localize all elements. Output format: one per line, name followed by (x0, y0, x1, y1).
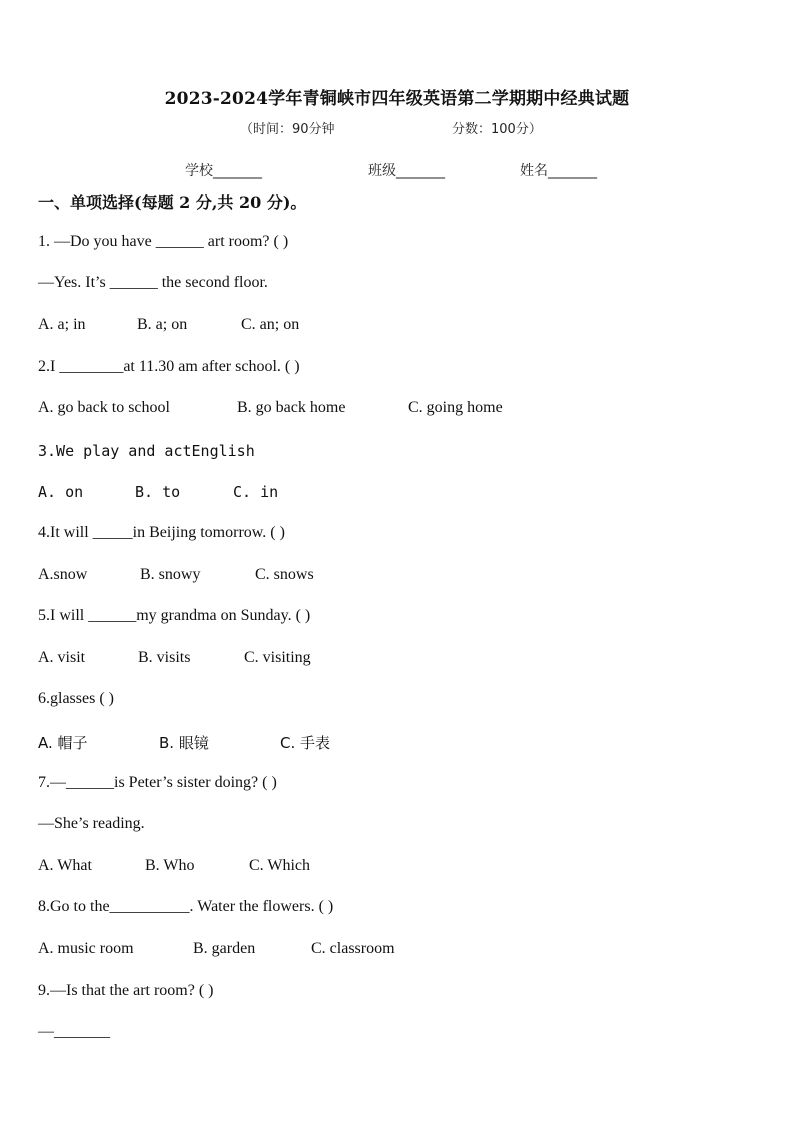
option-c: C. in (233, 483, 279, 501)
question-7-continuation: —She’s reading. (38, 815, 145, 832)
question-1-options (38, 316, 299, 334)
option-b: B. Who (145, 857, 195, 874)
question-9: 9.—Is that the art room? ( ) (38, 982, 214, 999)
option-b: B. to (135, 483, 181, 501)
school-field: 学校_______ (185, 163, 262, 179)
option-c: C. Which (249, 857, 311, 874)
question-1-continuation: —Yes. It’s ______ the second floor. (38, 274, 268, 291)
exam-title: 2023-2024学年青铜峡市四年级英语第二学期期中经典试题 (164, 89, 630, 109)
option-a: A. a; in (38, 316, 86, 333)
question-3-options (38, 483, 278, 501)
question-5-options (38, 649, 311, 667)
question-8: 8.Go to the__________. Water the flowers. ( ) (38, 898, 334, 915)
option-b: B. garden (193, 940, 256, 957)
option-c: C. classroom (311, 940, 395, 957)
option-a: A. What (38, 857, 92, 874)
exam-time: （时间：90分钟 (240, 122, 335, 137)
question-2-options (38, 399, 503, 417)
option-b: B. go back home (237, 399, 346, 416)
option-a: A. visit (38, 649, 86, 666)
option-a: A. music room (38, 940, 134, 957)
exam-score: 分数：100分） (452, 122, 542, 137)
question-6-options (38, 732, 330, 753)
question-6: 6.glasses ( ) (38, 690, 114, 707)
option-a: A.snow (38, 566, 88, 583)
question-7-options (38, 857, 310, 875)
option-c: C. visiting (244, 649, 311, 666)
question-8-options (38, 940, 395, 958)
question-4: 4.It will _____in Beijing tomorrow. ( ) (38, 524, 285, 541)
option-c: C. snows (255, 566, 314, 583)
option-b: B. 眼镜 (159, 734, 209, 752)
question-7: 7.—______is Peter’s sister doing? ( ) (38, 774, 277, 791)
question-1: 1. —Do you have ______ art room? ( ) (38, 233, 289, 250)
option-a: A. go back to school (38, 399, 170, 416)
option-b: B. visits (138, 649, 191, 666)
option-c: C. an; on (241, 316, 300, 333)
class-field: 班级_______ (368, 163, 445, 179)
option-c: C. 手表 (280, 734, 331, 752)
option-b: B. a; on (137, 316, 188, 333)
question-4-options (38, 566, 314, 584)
option-a: A. on (38, 483, 84, 501)
name-field: 姓名_______ (520, 163, 597, 179)
option-a: A. 帽子 (38, 734, 88, 752)
option-c: C. going home (408, 399, 503, 416)
option-b: B. snowy (140, 566, 201, 583)
section-title: 一、单项选择(每题 2 分,共 20 分)。 (38, 193, 307, 212)
question-5: 5.I will ______my grandma on Sunday. ( ) (38, 607, 311, 624)
question-3: 3.We play and actEnglish (38, 442, 255, 460)
question-9-continuation: —_______ (38, 1023, 110, 1040)
question-2: 2.I ________at 11.30 am after school. ( ) (38, 358, 300, 375)
